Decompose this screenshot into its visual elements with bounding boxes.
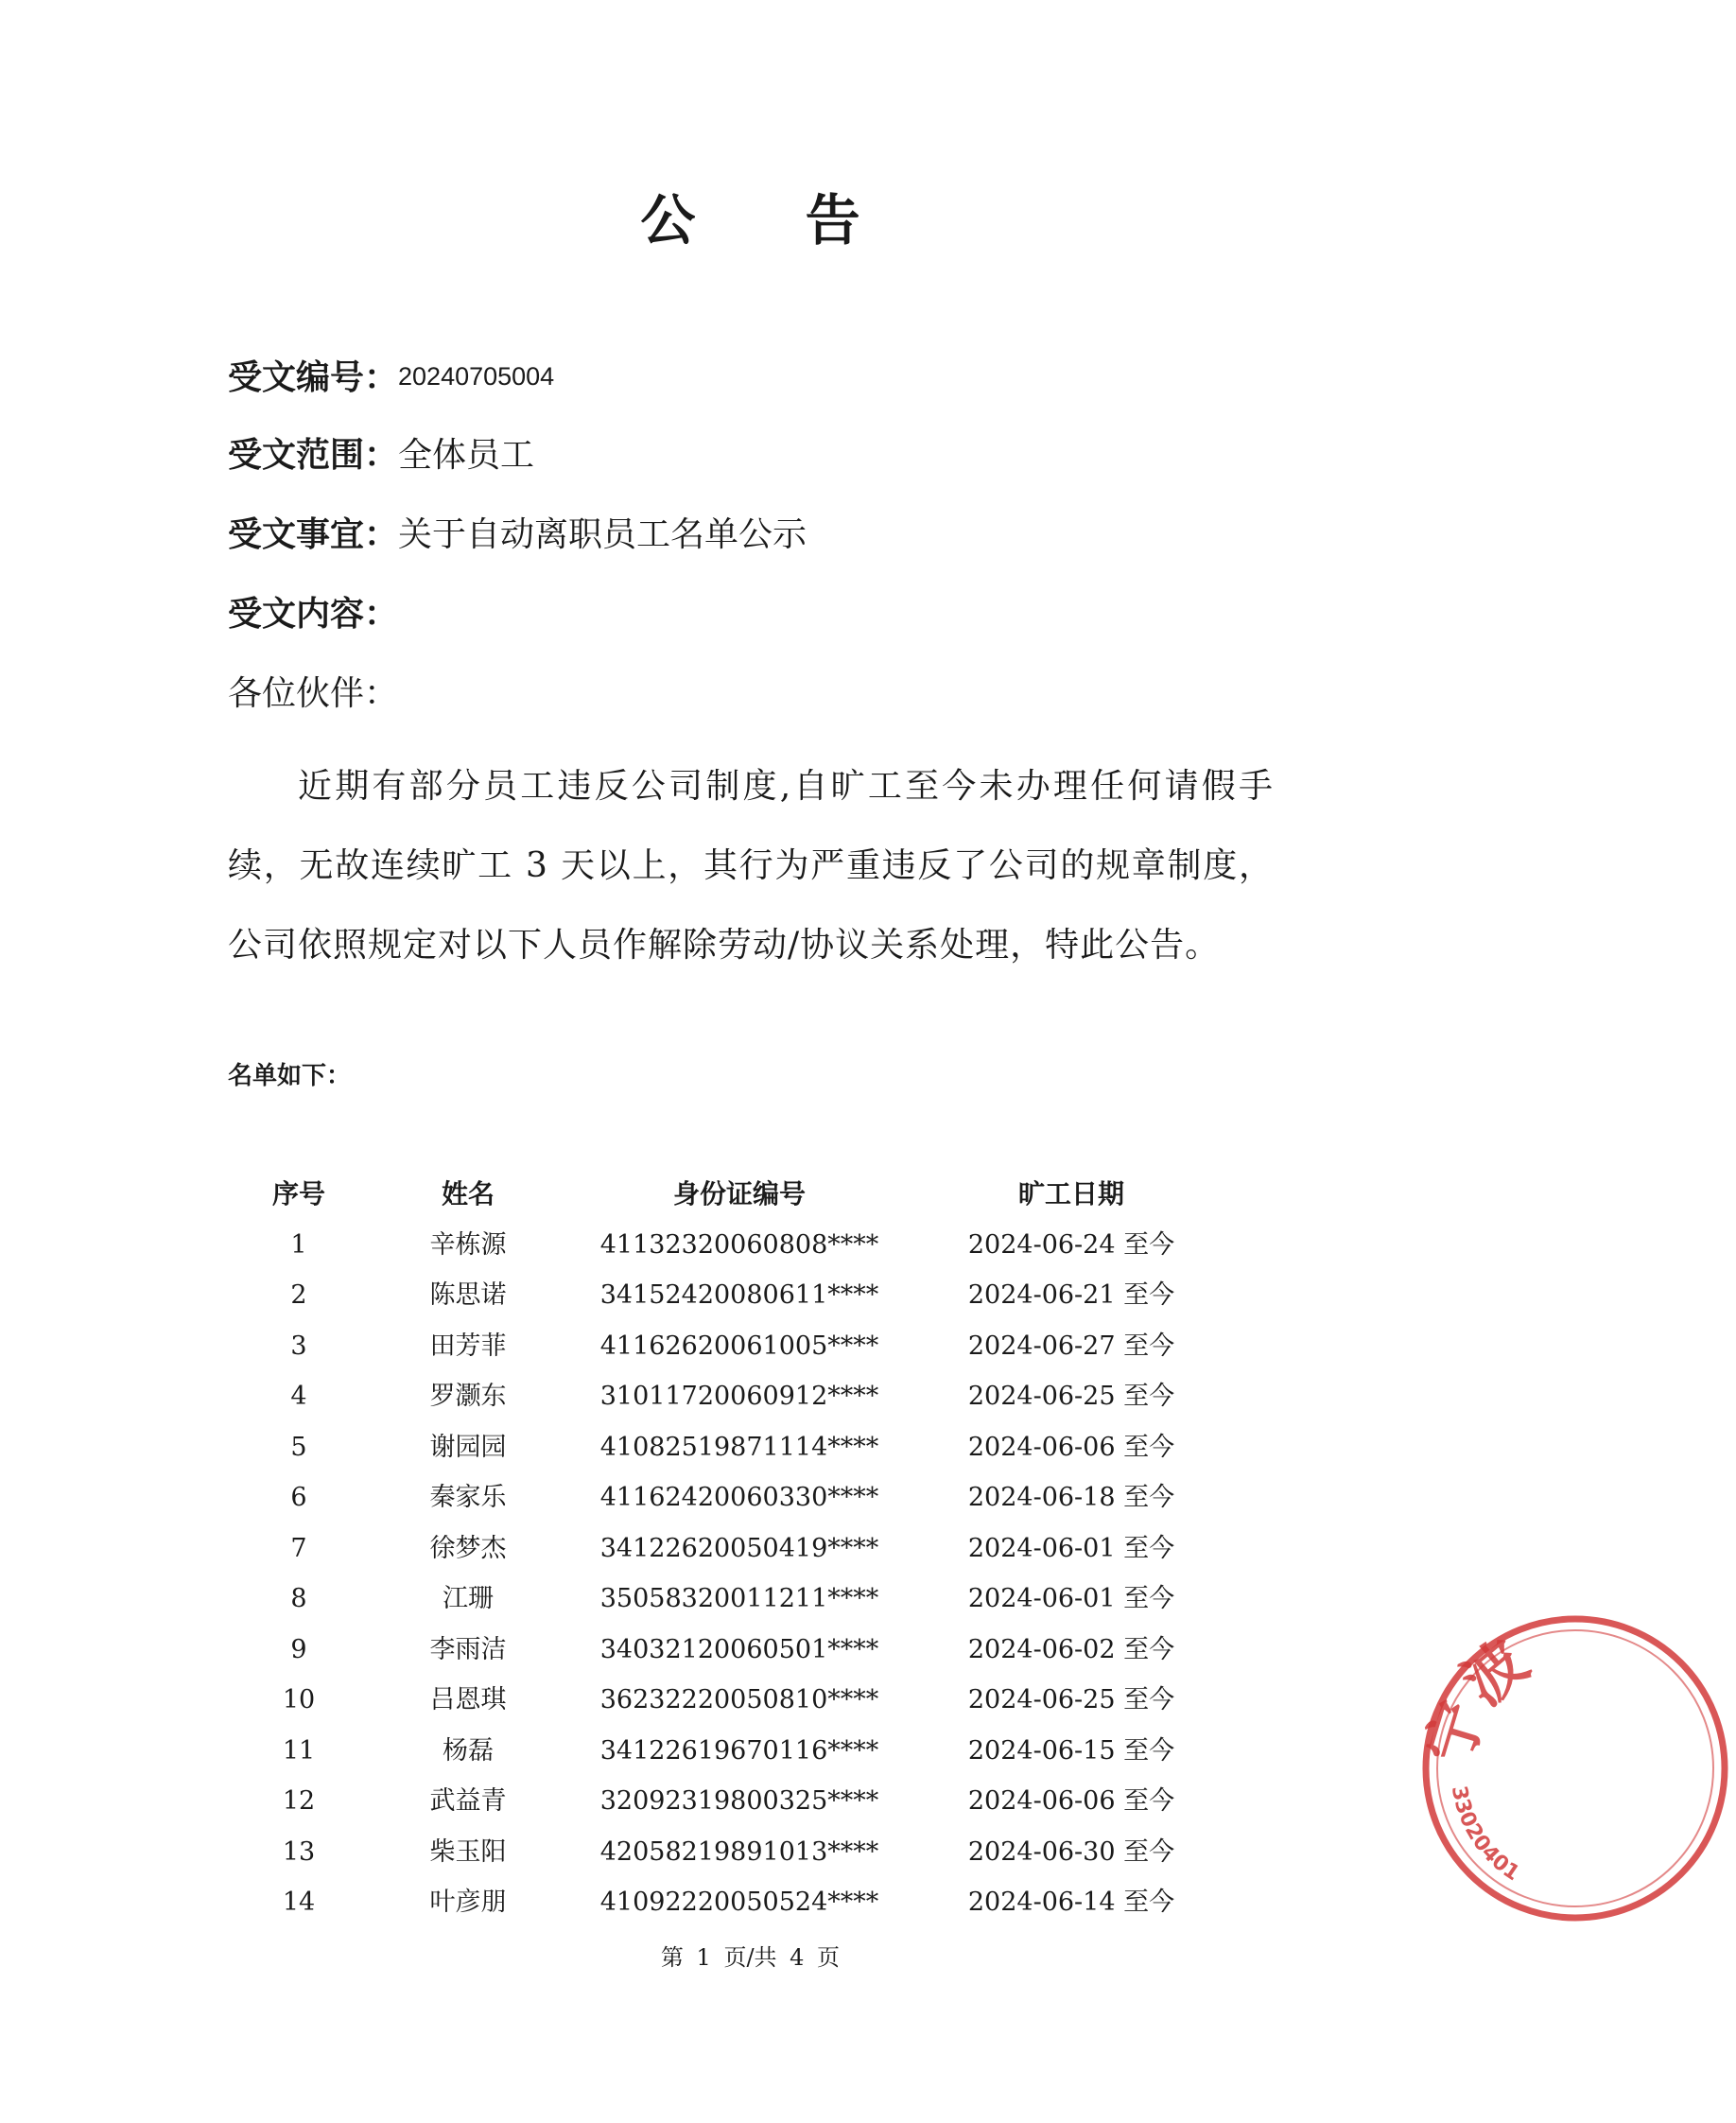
employee-table	[0, 1169, 1501, 1928]
row-id-number: 36232220050810****	[599, 1685, 879, 1714]
row-absence-date: 2024-06-30 至今	[967, 1836, 1175, 1867]
row-index: 2	[290, 1280, 307, 1310]
table-header-row	[0, 1169, 1501, 1220]
scope-value: 全体员工	[398, 436, 535, 475]
page-footer: 第 1 页/共 4 页	[660, 1944, 841, 1971]
row-index: 1	[290, 1229, 307, 1260]
svg-text:宁波: 宁波	[1415, 1627, 1542, 1772]
row-name: 罗灏东	[429, 1382, 507, 1411]
subject-value: 关于自动离职员工名单公示	[398, 515, 807, 554]
header-absence-date: 旷工日期	[1017, 1178, 1125, 1209]
row-id-number: 34122619670116****	[599, 1735, 879, 1766]
row-index: 12	[282, 1786, 316, 1816]
row-absence-date: 2024-06-01 至今	[967, 1584, 1175, 1613]
row-name: 江珊	[443, 1584, 494, 1613]
row-name: 辛栋源	[429, 1229, 507, 1260]
row-index: 11	[282, 1735, 316, 1766]
row-absence-date: 2024-06-25 至今	[967, 1382, 1175, 1411]
table-row	[0, 1574, 1501, 1625]
table-row	[0, 1472, 1501, 1523]
table-row	[0, 1523, 1501, 1575]
row-absence-date: 2024-06-21 至今	[967, 1280, 1175, 1310]
row-absence-date: 2024-06-14 至今	[967, 1888, 1175, 1917]
row-name: 秦家乐	[429, 1483, 507, 1512]
row-name: 武益青	[429, 1786, 507, 1816]
row-index: 13	[282, 1836, 316, 1867]
table-row	[0, 1422, 1501, 1473]
row-name: 叶彦朋	[429, 1888, 507, 1917]
company-seal-icon	[1415, 1608, 1736, 1929]
row-index: 5	[290, 1432, 307, 1462]
row-name: 杨磊	[443, 1735, 494, 1766]
row-index: 9	[290, 1634, 307, 1664]
scope-field	[228, 433, 534, 479]
row-id-number: 31011720060912****	[599, 1382, 879, 1411]
row-name: 田芳菲	[429, 1331, 507, 1361]
row-absence-date: 2024-06-01 至今	[967, 1533, 1175, 1563]
row-absence-date: 2024-06-02 至今	[967, 1634, 1175, 1664]
row-index: 8	[290, 1584, 307, 1613]
row-absence-date: 2024-06-06 至今	[967, 1786, 1175, 1816]
row-id-number: 41092220050524****	[599, 1888, 879, 1917]
table-row	[0, 1321, 1501, 1372]
table-row	[0, 1270, 1501, 1321]
doc-number-label: 受文编号：	[228, 358, 399, 397]
row-absence-date: 2024-06-06 至今	[967, 1432, 1175, 1462]
row-absence-date: 2024-06-15 至今	[967, 1735, 1175, 1766]
row-index: 14	[282, 1888, 316, 1917]
row-name: 谢园园	[429, 1432, 507, 1462]
row-id-number: 32092319800325****	[599, 1786, 879, 1816]
row-id-number: 41082519871114****	[599, 1432, 879, 1462]
row-absence-date: 2024-06-27 至今	[967, 1331, 1175, 1361]
list-heading: 名单如下：	[228, 1062, 352, 1090]
row-name: 徐梦杰	[429, 1533, 507, 1563]
row-index: 10	[282, 1685, 316, 1714]
table-row	[0, 1220, 1501, 1271]
svg-text:33020401: 33020401	[1446, 1784, 1524, 1887]
row-absence-date: 2024-06-18 至今	[967, 1483, 1175, 1512]
row-name: 陈思诺	[429, 1280, 507, 1310]
row-id-number: 34122620050419****	[599, 1533, 879, 1563]
scope-label: 受文范围：	[228, 436, 399, 475]
table-body	[0, 1220, 1501, 1928]
row-absence-date: 2024-06-24 至今	[967, 1229, 1175, 1260]
table-row	[0, 1827, 1501, 1878]
row-index: 7	[290, 1533, 307, 1563]
page-title: 公 告	[640, 188, 906, 252]
content-label: 受文内容：	[228, 595, 399, 634]
table-row	[0, 1726, 1501, 1777]
row-id-number: 41162620061005****	[599, 1331, 879, 1361]
row-name: 吕恩琪	[429, 1685, 507, 1714]
table-row	[0, 1625, 1501, 1676]
row-name: 柴玉阳	[429, 1836, 507, 1867]
header-name: 姓名	[441, 1178, 495, 1209]
row-id-number: 34152420080611****	[599, 1280, 879, 1310]
row-id-number: 41132320060808****	[599, 1229, 879, 1260]
table-row	[0, 1675, 1501, 1726]
row-absence-date: 2024-06-25 至今	[967, 1685, 1175, 1714]
subject-field	[228, 513, 807, 558]
row-id-number: 41162420060330****	[599, 1483, 879, 1512]
row-name: 李雨洁	[429, 1634, 507, 1664]
row-id-number: 34032120060501****	[599, 1634, 879, 1664]
doc-number-value: 20240705004	[398, 362, 555, 391]
table-row	[0, 1877, 1501, 1928]
content-field	[228, 592, 398, 637]
doc-number-field	[228, 354, 554, 401]
subject-label: 受文事宜：	[228, 515, 399, 554]
row-index: 6	[290, 1483, 307, 1512]
header-index: 序号	[271, 1178, 326, 1209]
body-paragraph: 近期有部分员工违反公司制度,自旷工至今未办理任何请假手续，无故连续旷工 3 天以上，其行为严重违反了公司的规章制度，公司依照规定对以下人员作解除劳动/协议关系处理，特此公告。	[228, 767, 1274, 965]
greeting: 各位伙伴：	[228, 674, 399, 713]
row-id-number: 35058320011211****	[599, 1584, 879, 1613]
row-id-number: 42058219891013****	[599, 1836, 879, 1867]
row-index: 3	[290, 1331, 307, 1361]
header-id-number: 身份证编号	[672, 1178, 807, 1209]
table-row	[0, 1776, 1501, 1827]
table-row	[0, 1371, 1501, 1422]
row-index: 4	[290, 1382, 307, 1411]
